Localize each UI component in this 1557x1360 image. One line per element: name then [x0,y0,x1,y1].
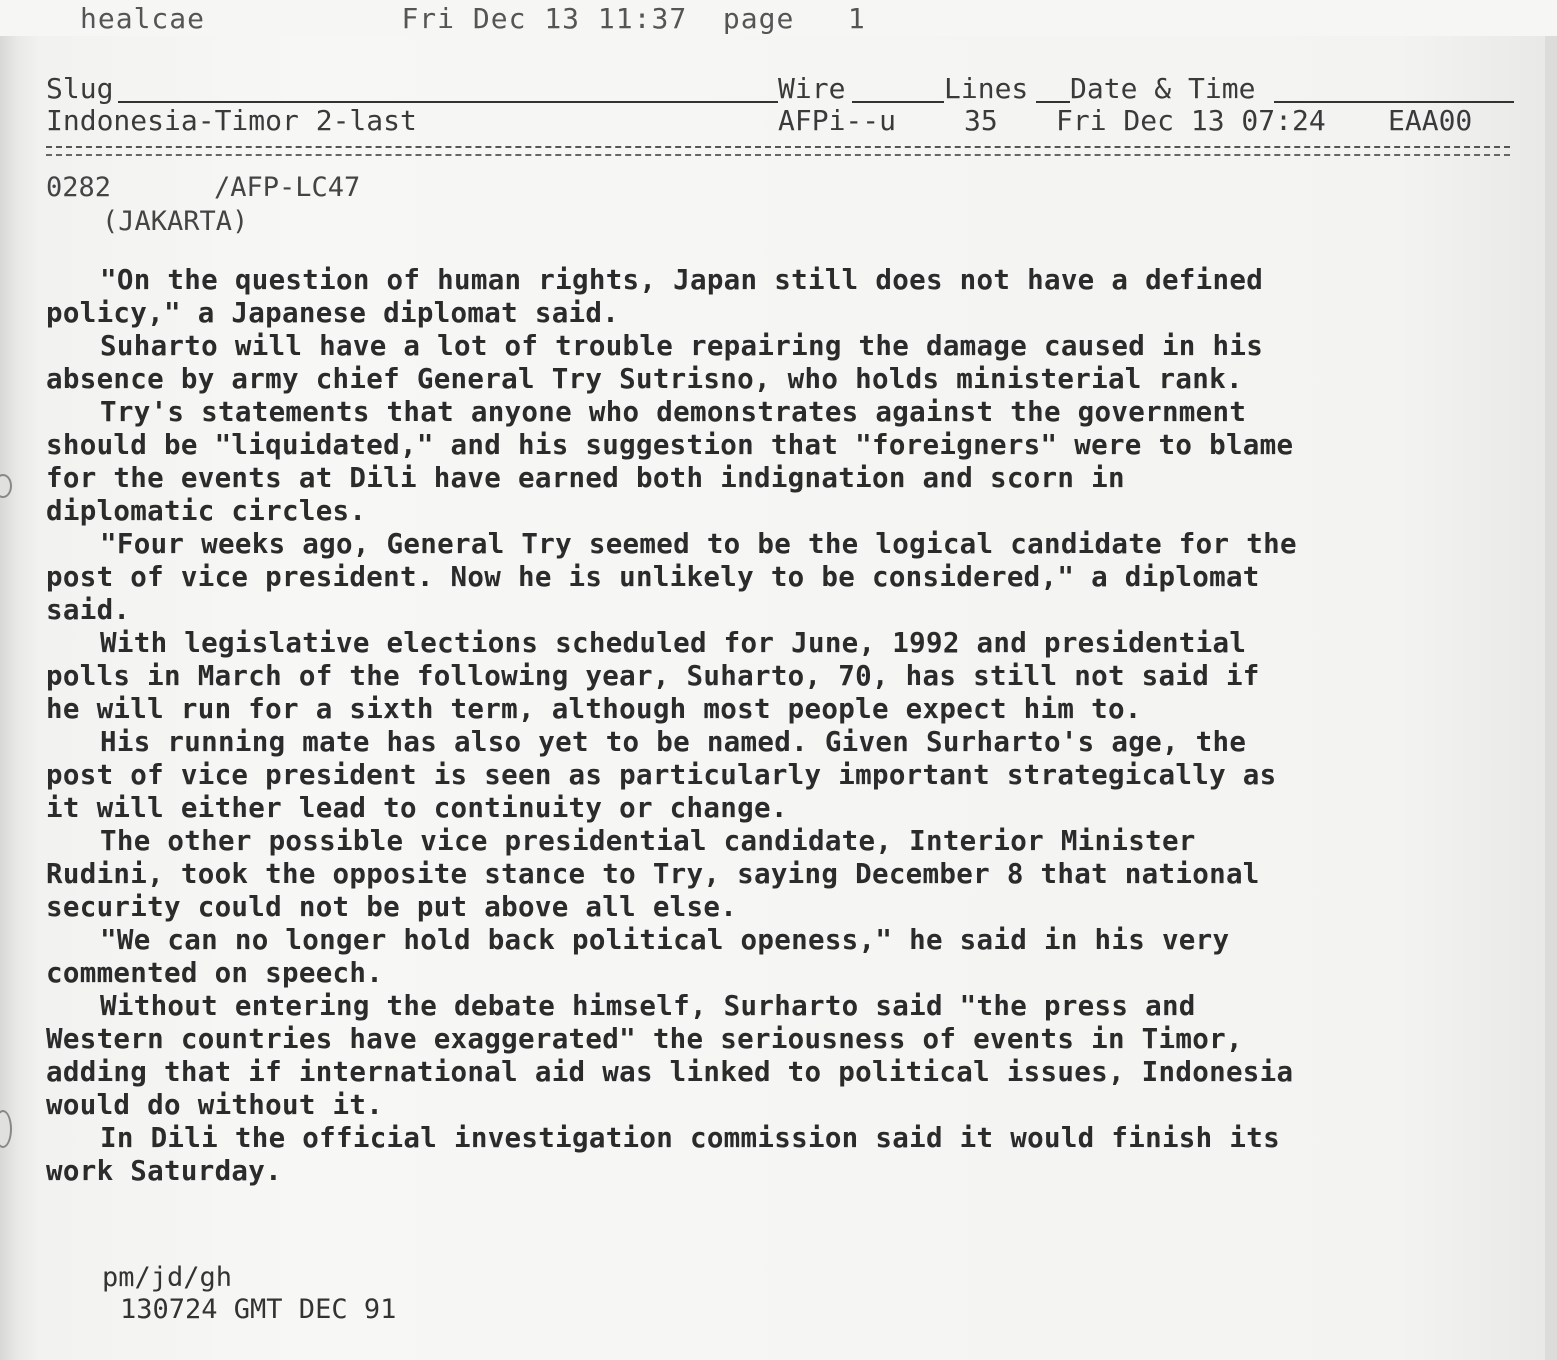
paragraph: "Four weeks ago, General Try seemed to be the logical candidate for the post of vice president. Now he is unlikely to be considered," a diplomat said. [46,528,1297,626]
page-edge-shadow [1545,36,1557,1360]
datetime-value: Fri Dec 13 07:24 [1056,104,1326,137]
wire-value: AFPi--u [778,104,897,137]
paragraph: "On the question of human rights, Japan still does not have a defined policy," a Japanese diplomat said. [46,264,1264,329]
story-body [46,264,1306,1188]
datetime-label: Date & Time [1070,72,1256,105]
page-number: 1 [847,2,866,35]
dateline: (JAKARTA) [102,206,249,237]
slug-underline [118,101,778,103]
wire-underline [852,101,944,103]
datetime-underline [1274,101,1514,103]
record-code: EAA00 [1388,104,1473,137]
paragraph: Try's statements that anyone who demonstrates against the government should be "liquidated," and his suggestion that "foreigners" were to blame for the events at Dili have earned both indignation and scorn in diplomatic circles. [46,396,1294,527]
print-date: Fri Dec 13 11:37 [401,2,688,35]
story-ref: /AFP-LC47 [214,172,361,203]
page-label: page [722,2,795,35]
lines-label: Lines [944,72,1029,105]
paragraph: With legislative elections scheduled for June, 1992 and presidential polls in March of the following year, Suharto, 70, has still not said if he will run for a sixth term, although most people expect him to. [46,627,1260,725]
initials: pm/jd/gh [102,1262,233,1293]
paragraph: The other possible vice presidential candidate, Interior Minister Rudini, took the opposite stance to Try, saying December 8 that national security could not be put above all else. [46,825,1260,923]
lines-underline [1036,101,1070,103]
paragraph: Without entering the debate himself, Surharto said "the press and Western countries have exaggerated" the seriousness of events in Timor, adding that if international aid was linked to political issues, Indonesia would do without it. [46,990,1294,1121]
timestamp: 130724 GMT DEC 91 [120,1294,397,1325]
lines-value: 35 [964,104,998,137]
paragraph: His running mate has also yet to be named. Given Surharto's age, the post of vice president is seen as particularly important strategically as it will either lead to continuity or change. [46,726,1277,824]
paragraph: "We can no longer hold back political openess," he said in his very commented on speech. [46,924,1230,989]
print-user: healcae [80,2,206,35]
paragraph: In Dili the official investigation commission said it would finish its work Saturday. [46,1122,1280,1187]
paragraph: Suharto will have a lot of trouble repairing the damage caused in his absence by army chief General Try Sutrisno, who holds ministerial rank. [46,330,1264,395]
header-divider [46,146,1510,156]
story-id: 0282 [46,172,112,203]
slug-value: Indonesia-Timor 2-last [46,104,417,137]
print-header [80,2,866,35]
wire-label: Wire [778,72,846,105]
slug-label: Slug [46,72,114,105]
